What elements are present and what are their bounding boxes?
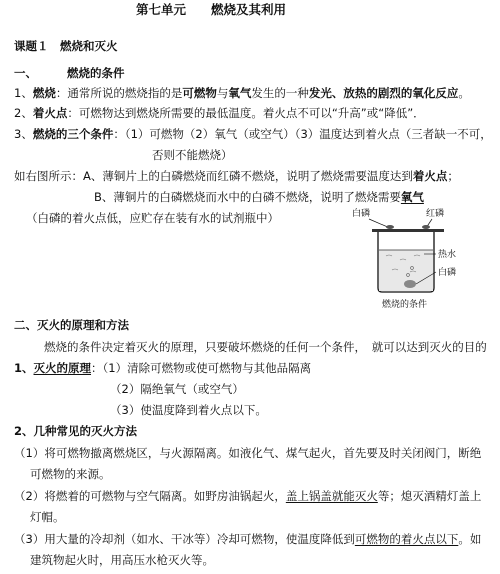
ignition-point-definition [14,106,425,120]
method3-line2: 建筑物起火时，用高压水枪灭火等。 [30,553,214,567]
item1-text-b: 可燃物 [182,86,217,100]
method2-text-b: 等；熄灭酒精灯盖上 [377,489,482,503]
combustion-definition [14,86,470,100]
item1-text-a: ：通常所说的燃烧指的是 [55,86,183,100]
item1-text-e: 发生的一种 [251,86,309,100]
figure-a-bold: 着火点 [412,169,448,183]
principle-first: ：（1）清除可燃物或使可燃物与其他品隔离 [91,361,312,375]
figure-line-a [14,169,459,183]
item2-text: ：可燃物达到燃烧所需要的最低温度。着火点不可以“升高”或“降低”． [67,106,425,120]
method2-line1 [14,489,481,503]
principle-term: 灭火的原理 [33,361,92,375]
item3-num: 3、 [14,127,33,141]
section1-heading-num: 一、 [14,66,37,80]
figure-note: （白磷的着火点低，应贮存在装有水的试剂瓶中） [26,211,279,225]
method1-line2: 可燃物的来源。 [30,467,111,481]
section2-heading: 二、灭火的原理和方法 [14,318,129,332]
method3-underlined: 可燃物的着火点以下 [354,532,459,546]
method2-text-a: （2）将燃着的可燃物与空气隔离。如野房油锅起火， [14,489,286,503]
item2-num: 2、 [14,106,33,120]
label-white-phosphorus: 白磷 [352,209,371,219]
principle-second: （2）隔绝氧气（或空气） [110,382,244,396]
section2-intro: 燃烧的条件决定着灭火的原理，只要破坏燃烧的任何一个条件， 就可以达到灭火的目的 [44,340,487,354]
method2-line2: 灯帽。 [30,510,65,524]
white-phosphorus-piece [386,225,394,229]
item1-text-g: 。 [458,86,470,100]
figure-a-end: ； [447,169,459,183]
item2-term: 着火点 [32,106,68,120]
combustion-experiment-diagram [352,204,464,312]
item3-term: 燃烧的三个条件 [32,127,114,141]
item1-term: 燃烧 [32,86,56,100]
item3-line1: ：（1）可燃物（2）氧气（或空气）（3）温度达到着火点（三者缺一不可， [113,127,492,141]
principle-num: 1、 [14,361,34,375]
label-red-phosphorus: 红磷 [426,209,445,219]
three-conditions [14,127,492,141]
item1-text-c: 与 [216,86,229,100]
copper-plate [372,229,444,232]
diagram-caption: 燃烧的条件 [382,300,428,310]
section1-heading-text: 燃烧的条件 [67,66,125,80]
item1-text-d: 氧气 [228,86,252,100]
item1-num: 1、 [14,86,33,100]
item1-text-f: 发光、放热的剧烈的氧化反应 [308,86,459,100]
white-phosphorus-in-water [404,280,416,288]
label-hot-water: 热水 [438,250,457,260]
lesson-title: 课题１ 燃烧和灭火 [14,39,118,53]
figure-a-text: A、薄铜片上的白磷燃烧而红磷不燃烧，说明了燃烧需要温度达到 [83,169,413,183]
methods-heading: 2、几种常见的灭火方法 [14,424,138,438]
method3-line1 [14,532,481,546]
three-conditions-line2: 否则不能燃烧） [152,148,233,162]
method3-text-b: 。如 [458,532,482,546]
principle-line1 [14,361,311,375]
unit-title: 第七单元 燃烧及其利用 [136,2,287,17]
principle-third: （3）使温度降到着火点以下。 [110,403,267,417]
figure-b-text: B、薄铜片的白磷燃烧而水中的白磷不燃烧，说明了燃烧需要 [94,190,401,204]
method3-text-a: （3）用大量的冷却剂（如水、干冰等）冷却可燃物，使温度降低到 [14,532,355,546]
red-phosphorus-piece [422,225,430,229]
section1-heading [14,66,125,80]
figure-b-bold: 氧气 [400,190,424,204]
method1-line1: （1）将可燃物撤离燃烧区，与火源隔离。如液化气、煤气起火，首先要及时关闭阀门，断绝 [14,446,482,460]
figure-lead: 如右图所示： [14,169,83,183]
label-white-phosphorus-water: 白磷 [438,268,457,278]
method2-underlined: 盖上锅盖就能灭火 [285,489,378,503]
figure-line-b [94,190,424,204]
